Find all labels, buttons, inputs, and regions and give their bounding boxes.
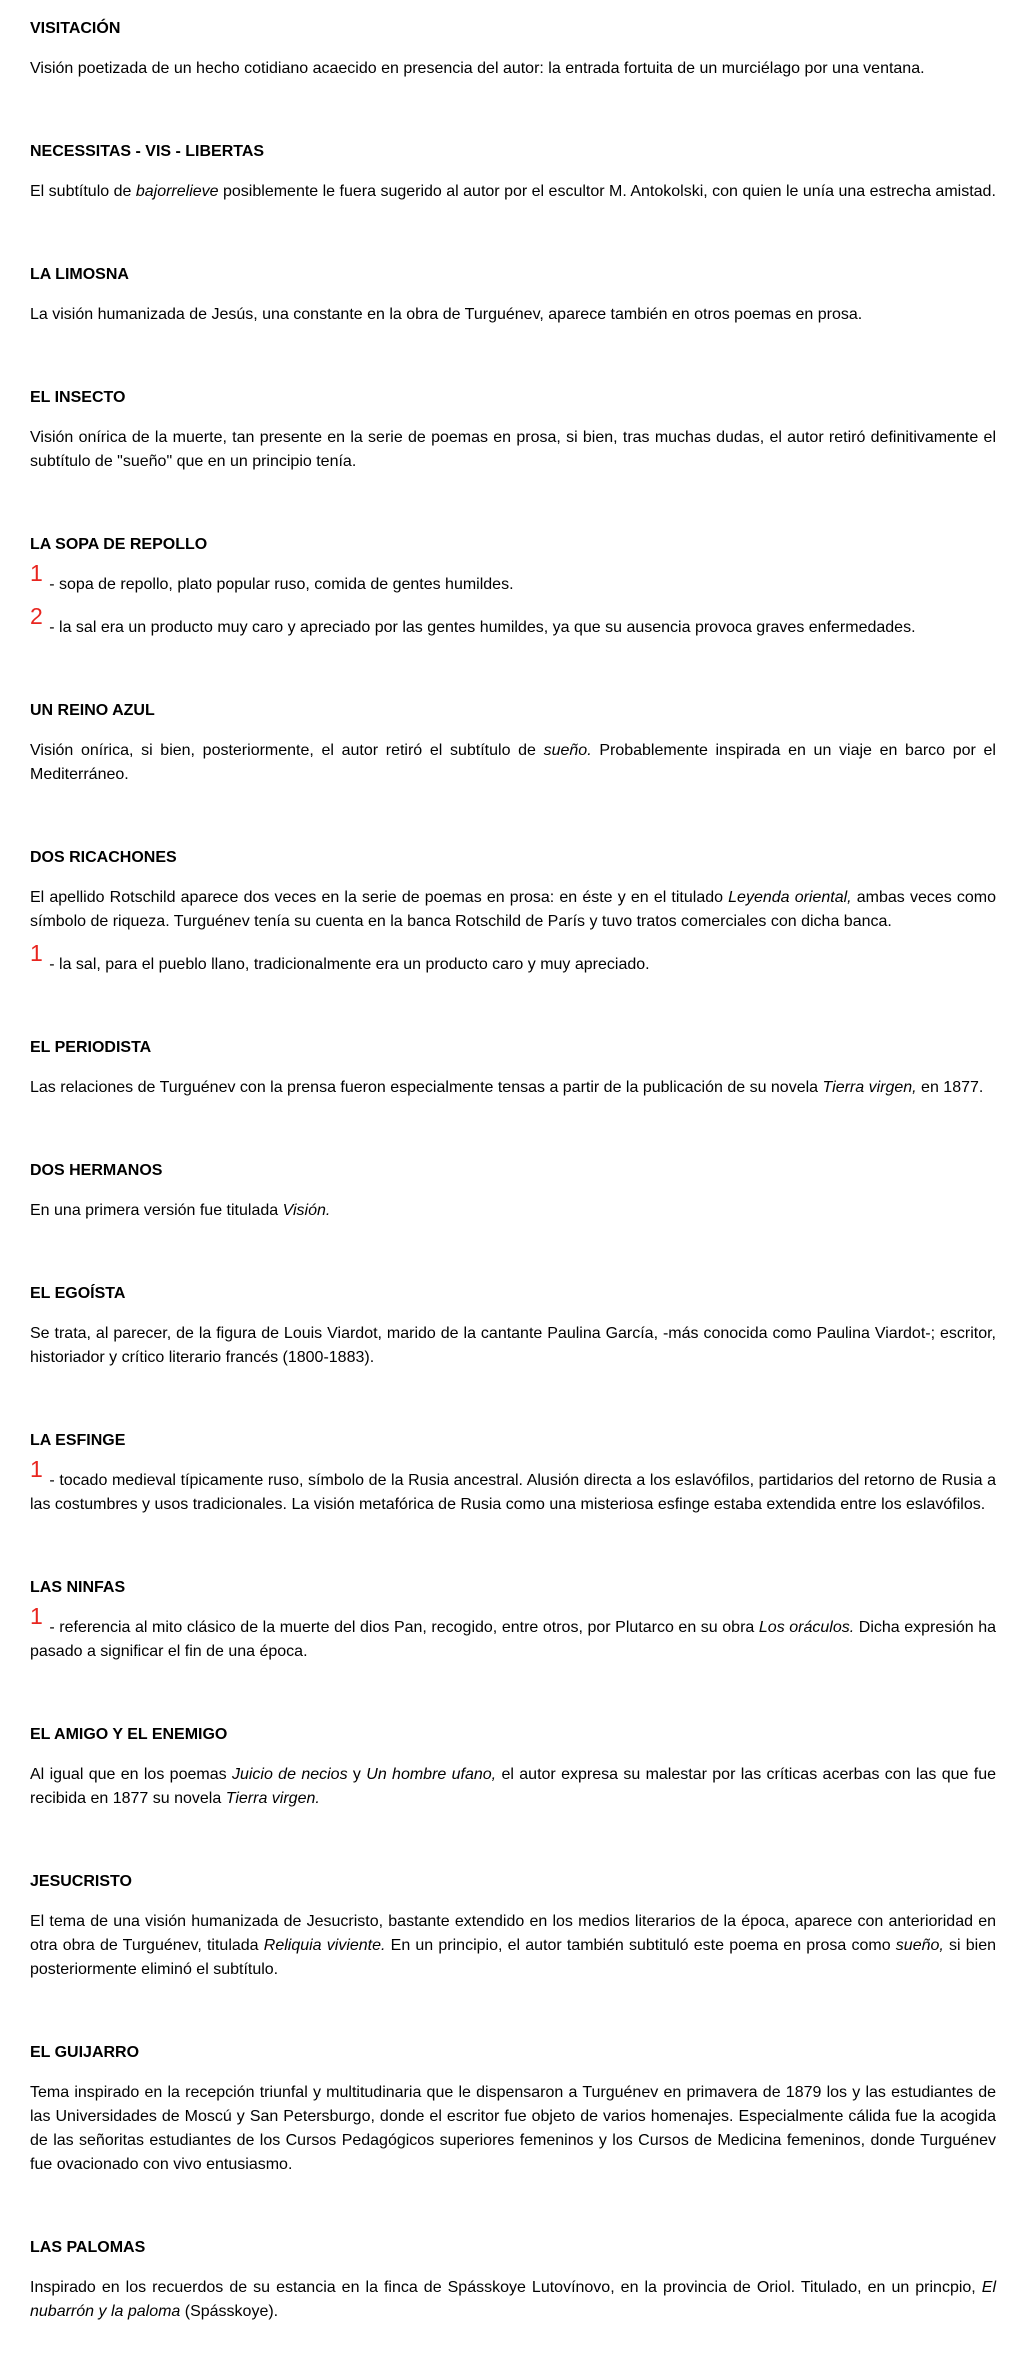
italic-text: Tierra virgen, (822, 1079, 917, 1096)
section-title: EL EGOÍSTA (30, 1285, 126, 1302)
section-paragraph (30, 1322, 996, 1370)
section-paragraph (30, 57, 996, 81)
section-spacer (30, 346, 996, 388)
section-spacer (30, 996, 996, 1038)
section-paragraph (30, 303, 996, 327)
section-title: LAS PALOMAS (30, 2239, 146, 2256)
note-section (30, 1872, 996, 1982)
section-title: LAS NINFAS (30, 1579, 126, 1596)
footnote-paragraph (30, 1456, 996, 1517)
section-spacer (30, 1119, 996, 1161)
paragraph-text: El tema de una visión humanizada de Jesucristo, bastante extendido en los medios literarios de la época, aparece con anterioridad en otra obra de Turguénev, titulada (30, 1913, 996, 1954)
italic-text: Juicio de necios (231, 1766, 348, 1783)
section-paragraph (30, 739, 996, 787)
section-paragraph (30, 1763, 996, 1811)
section-spacer (30, 2196, 996, 2238)
note-section (30, 265, 996, 327)
section-title: DOS HERMANOS (30, 1162, 163, 1179)
section-spacer (30, 1830, 996, 1872)
section-spacer (30, 1389, 996, 1431)
paragraph-text: En un principio, el autor también subtituló este poema en prosa como (385, 1937, 896, 1954)
note-section (30, 1161, 996, 1223)
paragraph-text: Dicha expresión ha pasado a significar el fin de una época. (30, 1619, 996, 1660)
paragraph-text: Al igual que en los poemas (30, 1766, 232, 1783)
italic-text: Los oráculos. (758, 1619, 855, 1636)
italic-text: Un hombre ufano, (366, 1766, 497, 1783)
paragraph-text: Probablemente inspirada en un viaje en barco por el Mediterráneo. (30, 742, 996, 783)
section-title: LA ESFINGE (30, 1432, 126, 1449)
paragraph-text: En una primera versión fue titulada (30, 1202, 283, 1219)
section-spacer (30, 1683, 996, 1725)
section-title: UN REINO AZUL (30, 702, 155, 719)
paragraph-text: Visión onírica de la muerte, tan presente en la serie de poemas en prosa, si bien, tras muchas dudas, el autor retiró definitivamente el subtítulo de "sueño" que en un principio tenía. (30, 429, 996, 470)
paragraph-text: ambas veces como símbolo de riqueza. Turguénev tenía su cuenta en la banca Rotschild de París y tuvo tratos comerciales con dicha banca. (30, 889, 997, 930)
paragraph-text: el autor expresa su malestar por las críticas acerbas con las que fue recibida en 1877 su novela (30, 1766, 997, 1807)
note-section (30, 1578, 996, 1664)
section-paragraph (30, 180, 996, 204)
italic-text: sueño, (895, 1937, 944, 1954)
paragraph-text: Visión poetizada de un hecho cotidiano acaecido en presencia del autor: la entrada fortuita de un murciélago por una ventana. (30, 60, 925, 77)
paragraph-text: Visión onírica, si bien, posteriormente, el autor retiró el subtítulo de (30, 742, 544, 759)
note-section (30, 1038, 996, 1100)
paragraph-text: en 1877. (916, 1079, 984, 1096)
note-section (30, 1284, 996, 1370)
section-title: JESUCRISTO (30, 1873, 132, 1890)
note-section (30, 19, 996, 81)
italic-text: bajorrelieve (135, 183, 219, 200)
section-title: DOS RICACHONES (30, 849, 177, 866)
paragraph-text: Tema inspirado en la recepción triunfal y multitudinaria que le dispensaron a Turguénev en primavera de 1879 los y las estudiantes de las Universidades de Moscú y San Petersburgo, donde el escritor fue objeto de varios homenajes. Especialmente cálida fue la acogida de las señoritas estudiantes de los Cursos Pedagógicos superiores femeninos y los Cursos de Medicina femeninos, donde Turguénev fue ovacionado con vivo entusiasmo. (30, 2084, 996, 2173)
section-paragraph (30, 426, 996, 474)
italic-text: sueño. (543, 742, 592, 759)
paragraph-text: si bien posteriormente eliminó el subtítulo. (30, 1937, 997, 1978)
paragraph-text: - tocado medieval típicamente ruso, símbolo de la Rusia ancestral. Alusión directa a los eslavófilos, partidarios del retorno de Rusia a las costumbres y usos tradicionales. La visión metafórica de Rusia como una misteriosa esfinge estaba extendida entre los eslavófilos. (30, 1472, 996, 1513)
section-title: NECESSITAS - VIS - LIBERTAS (30, 143, 265, 160)
section-title: EL GUIJARRO (30, 2044, 140, 2061)
paragraph-text: y (347, 1766, 367, 1783)
note-section (30, 2043, 996, 2177)
section-spacer (30, 223, 996, 265)
italic-text: Reliquia viviente. (263, 1937, 386, 1954)
section-title: EL INSECTO (30, 389, 126, 406)
paragraph-text: Inspirado en los recuerdos de su estancia en la finca de Spásskoye Lutovínovo, en la provincia de Oriol. Titulado, en un princpio, (30, 2279, 982, 2296)
section-title: LA LIMOSNA (30, 266, 129, 283)
section-title: LA SOPA DE REPOLLO (30, 536, 208, 553)
italic-text: Visión. (282, 1202, 331, 1219)
note-section (30, 1431, 996, 1517)
footnote-number: 1 (30, 940, 43, 966)
section-paragraph (30, 886, 996, 934)
paragraph-text: La visión humanizada de Jesús, una constante en la obra de Turguénev, aparece también en otros poemas en prosa. (30, 306, 863, 323)
section-spacer (30, 806, 996, 848)
note-section (30, 142, 996, 204)
footnote-paragraph (30, 1603, 996, 1664)
section-spacer (30, 493, 996, 535)
paragraph-text: El apellido Rotschild aparece dos veces en la serie de poemas en prosa: en éste y en el titulado (30, 889, 729, 906)
italic-text: Leyenda oriental, (728, 889, 852, 906)
italic-text: El nubarrón y la paloma (30, 2279, 996, 2320)
section-spacer (30, 100, 996, 142)
italic-text: Tierra virgen. (225, 1790, 320, 1807)
section-paragraph (30, 1076, 996, 1100)
note-section (30, 2238, 996, 2324)
footnote-paragraph (30, 560, 996, 597)
section-spacer (30, 2001, 996, 2043)
footnote-number: 1 (30, 1603, 43, 1629)
note-section (30, 535, 996, 640)
footnote-paragraph (30, 603, 996, 640)
footnote-number: 1 (30, 1456, 43, 1482)
paragraph-text: Las relaciones de Turguénev con la prensa fueron especialmente tensas a partir de la publicación de su novela (30, 1079, 823, 1096)
note-section (30, 701, 996, 787)
footnote-number: 1 (30, 560, 43, 586)
section-paragraph (30, 1199, 996, 1223)
section-title: EL AMIGO Y EL ENEMIGO (30, 1726, 228, 1743)
paragraph-text: Se trata, al parecer, de la figura de Louis Viardot, marido de la cantante Paulina García, -más conocida como Paulina Viardot-; escritor, historiador y crítico literario francés (1800-1883). (30, 1325, 996, 1366)
note-section (30, 1725, 996, 1811)
section-title: EL PERIODISTA (30, 1039, 152, 1056)
paragraph-text: - la sal, para el pueblo llano, tradicionalmente era un producto caro y muy apreciado. (44, 956, 650, 973)
paragraph-text: posiblemente le fuera sugerido al autor por el escultor M. Antokolski, con quien le unía una estrecha amistad. (218, 183, 996, 200)
footnote-number: 2 (30, 603, 43, 629)
section-title: VISITACIÓN (30, 20, 121, 37)
paragraph-text: - referencia al mito clásico de la muerte del dios Pan, recogido, entre otros, por Plutarco en su obra (44, 1619, 759, 1636)
section-spacer (30, 659, 996, 701)
note-section (30, 388, 996, 474)
section-paragraph (30, 2081, 996, 2177)
paragraph-text: - la sal era un producto muy caro y apreciado por las gentes humildes, ya que su ausencia provoca graves enfermedades. (44, 619, 916, 636)
footnote-paragraph (30, 940, 996, 977)
section-spacer (30, 1536, 996, 1578)
section-spacer (30, 1242, 996, 1284)
note-section (30, 848, 996, 977)
paragraph-text: (Spásskoye). (180, 2303, 279, 2320)
section-paragraph (30, 1910, 996, 1982)
section-paragraph (30, 2276, 996, 2324)
paragraph-text: El subtítulo de (30, 183, 136, 200)
paragraph-text: - sopa de repollo, plato popular ruso, comida de gentes humildes. (44, 576, 514, 593)
